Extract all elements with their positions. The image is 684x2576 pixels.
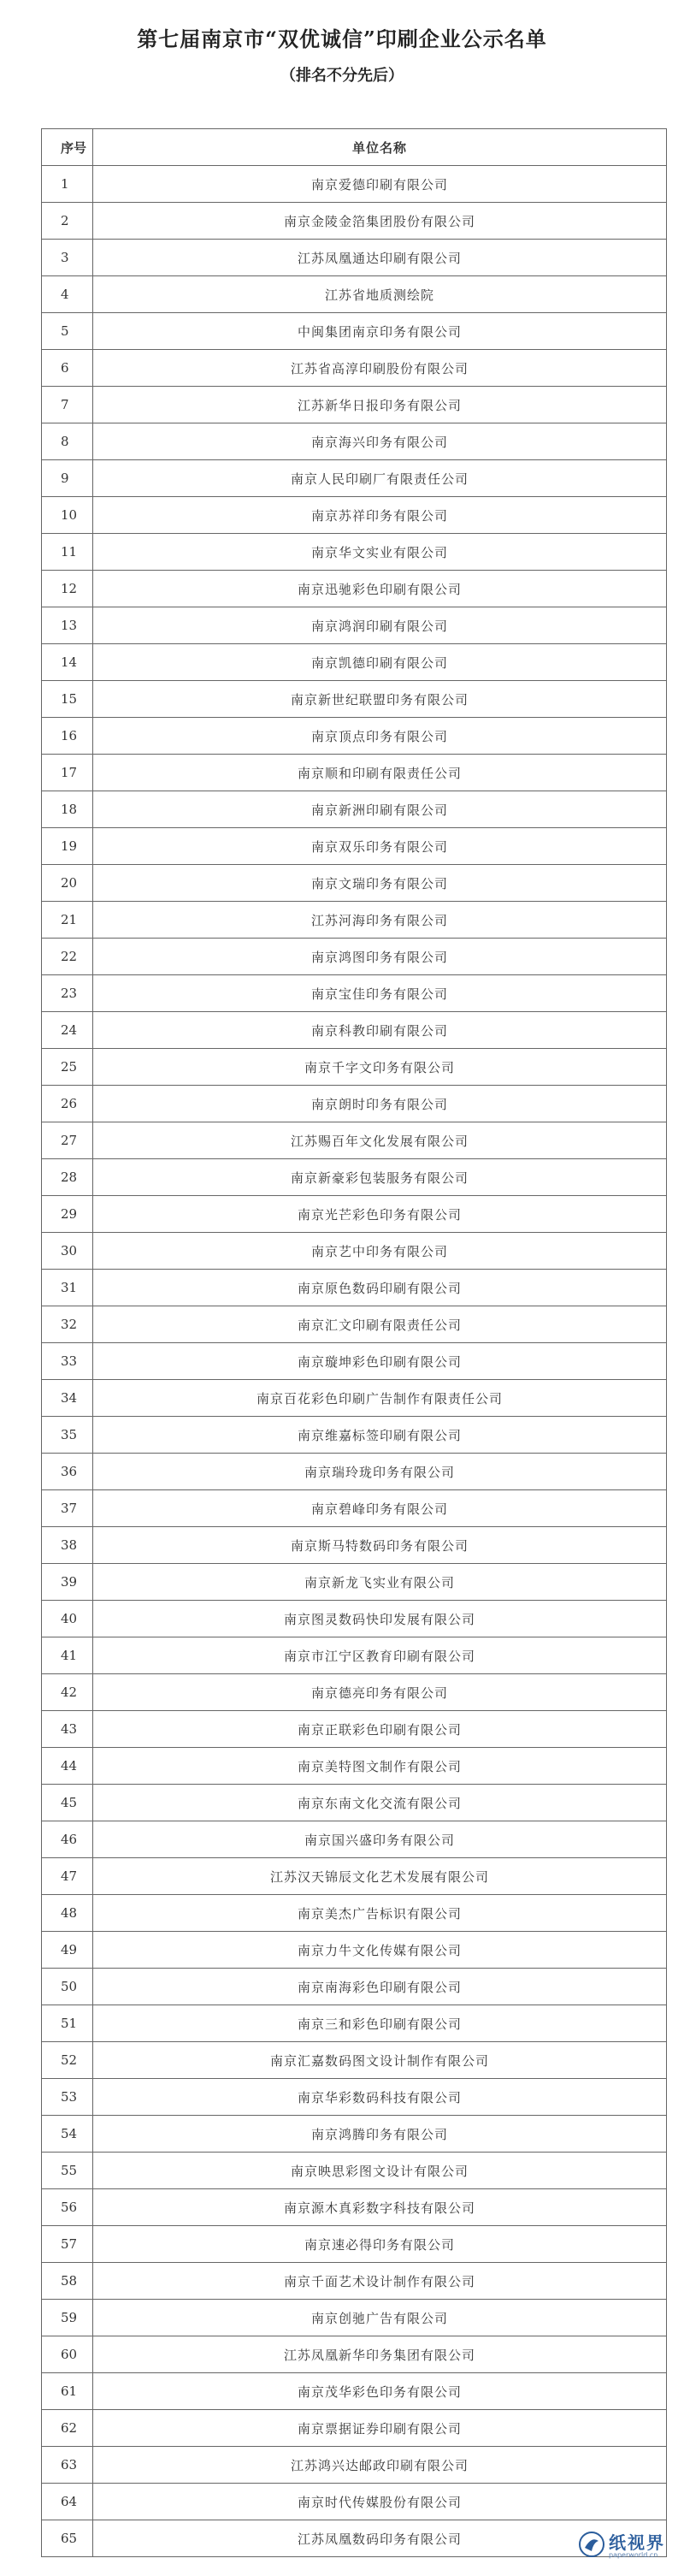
table-row (42, 1380, 667, 1417)
row-number: 58 (42, 2263, 93, 2300)
table-row (42, 2373, 667, 2410)
table-row (42, 2336, 667, 2373)
row-number: 17 (42, 755, 93, 791)
row-number: 36 (42, 1454, 93, 1490)
row-number: 23 (42, 975, 93, 1012)
company-name: 南京国兴盛印务有限公司 (93, 1821, 667, 1858)
table-row (42, 718, 667, 755)
watermark (576, 2526, 670, 2563)
column-header-company: 单位名称 (93, 129, 667, 166)
table-row (42, 313, 667, 350)
row-number: 10 (42, 497, 93, 534)
table-row (42, 975, 667, 1012)
row-number: 19 (42, 828, 93, 865)
table-row (42, 2520, 667, 2557)
table-row (42, 1527, 667, 1564)
company-name: 南京璇坤彩色印刷有限公司 (93, 1343, 667, 1380)
company-name: 南京朗时印务有限公司 (93, 1086, 667, 1122)
company-name: 南京市江宁区教育印刷有限公司 (93, 1637, 667, 1674)
company-name: 南京宝佳印务有限公司 (93, 975, 667, 1012)
table-row (42, 1674, 667, 1711)
company-name: 南京新世纪联盟印务有限公司 (93, 681, 667, 718)
row-number: 33 (42, 1343, 93, 1380)
table-row (42, 1601, 667, 1637)
table-row (42, 166, 667, 203)
row-number: 1 (42, 166, 93, 203)
company-name: 南京斯马特数码印务有限公司 (93, 1527, 667, 1564)
row-number: 53 (42, 2079, 93, 2116)
row-number: 44 (42, 1748, 93, 1785)
row-number: 56 (42, 2189, 93, 2226)
table-row (42, 1564, 667, 1601)
table-row (42, 1012, 667, 1049)
company-name: 南京图灵数码快印发展有限公司 (93, 1601, 667, 1637)
watermark-url: paperworld.cn (609, 2551, 658, 2559)
row-number: 57 (42, 2226, 93, 2263)
company-name: 南京源木真彩数字科技有限公司 (93, 2189, 667, 2226)
table-row (42, 1969, 667, 2005)
company-name: 南京创驰广告有限公司 (93, 2300, 667, 2336)
table-row (42, 1343, 667, 1380)
row-number: 51 (42, 2005, 93, 2042)
company-name: 江苏河海印务有限公司 (93, 902, 667, 939)
company-name: 南京光芒彩色印务有限公司 (93, 1196, 667, 1233)
table-row (42, 2079, 667, 2116)
company-name: 南京华彩数码科技有限公司 (93, 2079, 667, 2116)
company-name: 南京原色数码印刷有限公司 (93, 1270, 667, 1306)
table-row (42, 1711, 667, 1748)
company-name: 南京顺和印刷有限责任公司 (93, 755, 667, 791)
company-name: 南京映思彩图文设计有限公司 (93, 2153, 667, 2189)
table-row (42, 1490, 667, 1527)
company-name: 南京正联彩色印刷有限公司 (93, 1711, 667, 1748)
table-row (42, 1858, 667, 1895)
company-name: 江苏鸿兴达邮政印刷有限公司 (93, 2447, 667, 2484)
company-name: 南京汇嘉数码图文设计制作有限公司 (93, 2042, 667, 2079)
row-number: 12 (42, 571, 93, 607)
row-number: 41 (42, 1637, 93, 1674)
row-number: 32 (42, 1306, 93, 1343)
table-row (42, 240, 667, 276)
table-row (42, 1049, 667, 1086)
company-table (41, 128, 667, 2557)
company-name: 南京鸿润印刷有限公司 (93, 607, 667, 644)
table-row (42, 1932, 667, 1969)
company-name: 南京文瑞印务有限公司 (93, 865, 667, 902)
table-row (42, 571, 667, 607)
table-row (42, 2447, 667, 2484)
company-name: 南京千字文印务有限公司 (93, 1049, 667, 1086)
table-row (42, 1785, 667, 1821)
table-row (42, 681, 667, 718)
row-number: 62 (42, 2410, 93, 2447)
company-name: 南京苏祥印务有限公司 (93, 497, 667, 534)
table-row (42, 2005, 667, 2042)
row-number: 26 (42, 1086, 93, 1122)
row-number: 11 (42, 534, 93, 571)
row-number: 8 (42, 423, 93, 460)
table-row (42, 2226, 667, 2263)
table-row (42, 1637, 667, 1674)
company-name: 南京维嘉标签印刷有限公司 (93, 1417, 667, 1454)
column-header-number: 序号 (42, 129, 93, 166)
company-name: 南京凯德印刷有限公司 (93, 644, 667, 681)
company-name: 南京华文实业有限公司 (93, 534, 667, 571)
table-row (42, 1748, 667, 1785)
company-name: 南京茂华彩色印务有限公司 (93, 2373, 667, 2410)
company-name: 南京新龙飞实业有限公司 (93, 1564, 667, 1601)
company-name: 南京新豪彩包装服务有限公司 (93, 1159, 667, 1196)
page-title: 第七届南京市“双优诚信”印刷企业公示名单 (137, 27, 547, 51)
table-row (42, 2189, 667, 2226)
row-number: 27 (42, 1122, 93, 1159)
table-row (42, 755, 667, 791)
company-name: 南京三和彩色印刷有限公司 (93, 2005, 667, 2042)
table-row (42, 2042, 667, 2079)
company-name: 中闽集团南京印务有限公司 (93, 313, 667, 350)
company-name: 南京金陵金箔集团股份有限公司 (93, 203, 667, 240)
row-number: 2 (42, 203, 93, 240)
row-number: 48 (42, 1895, 93, 1932)
company-name: 江苏凤凰通达印刷有限公司 (93, 240, 667, 276)
company-name: 南京迅驰彩色印刷有限公司 (93, 571, 667, 607)
table-row (42, 1821, 667, 1858)
table-row (42, 2116, 667, 2153)
company-name: 江苏赐百年文化发展有限公司 (93, 1122, 667, 1159)
row-number: 43 (42, 1711, 93, 1748)
company-name: 南京美杰广告标识有限公司 (93, 1895, 667, 1932)
table-row (42, 203, 667, 240)
row-number: 50 (42, 1969, 93, 2005)
company-name: 南京鸿图印务有限公司 (93, 939, 667, 975)
company-name: 南京南海彩色印刷有限公司 (93, 1969, 667, 2005)
table-row (42, 791, 667, 828)
company-name: 南京汇文印刷有限责任公司 (93, 1306, 667, 1343)
table-row (42, 1196, 667, 1233)
company-name: 南京顶点印务有限公司 (93, 718, 667, 755)
row-number: 7 (42, 387, 93, 423)
table-row (42, 1306, 667, 1343)
table-row (42, 865, 667, 902)
row-number: 59 (42, 2300, 93, 2336)
table-row (42, 1270, 667, 1306)
row-number: 24 (42, 1012, 93, 1049)
table-row (42, 2263, 667, 2300)
row-number: 60 (42, 2336, 93, 2373)
row-number: 37 (42, 1490, 93, 1527)
row-number: 25 (42, 1049, 93, 1086)
company-name: 南京爱德印刷有限公司 (93, 166, 667, 203)
row-number: 38 (42, 1527, 93, 1564)
row-number: 3 (42, 240, 93, 276)
row-number: 35 (42, 1417, 93, 1454)
company-name: 江苏省地质测绘院 (93, 276, 667, 313)
table-row (42, 902, 667, 939)
row-number: 21 (42, 902, 93, 939)
company-name: 南京新洲印刷有限公司 (93, 791, 667, 828)
table-row (42, 644, 667, 681)
table-row (42, 387, 667, 423)
row-number: 42 (42, 1674, 93, 1711)
row-number: 15 (42, 681, 93, 718)
paperworld-logo-icon (578, 2531, 605, 2558)
company-name: 江苏凤凰数码印务有限公司 (93, 2520, 667, 2557)
row-number: 29 (42, 1196, 93, 1233)
table-row (42, 497, 667, 534)
row-number: 39 (42, 1564, 93, 1601)
row-number: 4 (42, 276, 93, 313)
table-row (42, 350, 667, 387)
row-number: 55 (42, 2153, 93, 2189)
company-name: 南京碧峰印务有限公司 (93, 1490, 667, 1527)
company-name: 南京双乐印务有限公司 (93, 828, 667, 865)
row-number: 64 (42, 2484, 93, 2520)
row-number: 46 (42, 1821, 93, 1858)
company-name: 南京鸿腾印务有限公司 (93, 2116, 667, 2153)
company-name: 江苏汉天锦辰文化艺术发展有限公司 (93, 1858, 667, 1895)
table-row (42, 828, 667, 865)
page-subtitle: （排名不分先后） (280, 67, 404, 85)
company-name: 南京瑞玲珑印务有限公司 (93, 1454, 667, 1490)
row-number: 61 (42, 2373, 93, 2410)
row-number: 54 (42, 2116, 93, 2153)
table-header-row (42, 129, 667, 166)
row-number: 14 (42, 644, 93, 681)
table-row (42, 1233, 667, 1270)
row-number: 45 (42, 1785, 93, 1821)
table-body (42, 166, 667, 2557)
company-name: 南京科教印刷有限公司 (93, 1012, 667, 1049)
table-row (42, 2484, 667, 2520)
table-row (42, 276, 667, 313)
row-number: 47 (42, 1858, 93, 1895)
table-row (42, 1122, 667, 1159)
table-row (42, 607, 667, 644)
table-row (42, 1454, 667, 1490)
company-name: 南京时代传媒股份有限公司 (93, 2484, 667, 2520)
company-name: 江苏凤凰新华印务集团有限公司 (93, 2336, 667, 2373)
row-number: 49 (42, 1932, 93, 1969)
table-row (42, 534, 667, 571)
company-name: 南京票据证券印刷有限公司 (93, 2410, 667, 2447)
row-number: 18 (42, 791, 93, 828)
company-name: 南京百花彩色印刷广告制作有限责任公司 (93, 1380, 667, 1417)
row-number: 52 (42, 2042, 93, 2079)
row-number: 31 (42, 1270, 93, 1306)
company-name: 南京德亮印务有限公司 (93, 1674, 667, 1711)
table-row (42, 460, 667, 497)
row-number: 13 (42, 607, 93, 644)
row-number: 20 (42, 865, 93, 902)
company-name: 南京人民印刷厂有限责任公司 (93, 460, 667, 497)
table-row (42, 1086, 667, 1122)
row-number: 28 (42, 1159, 93, 1196)
row-number: 63 (42, 2447, 93, 2484)
row-number: 16 (42, 718, 93, 755)
table-row (42, 1159, 667, 1196)
table-row (42, 2410, 667, 2447)
company-name: 南京东南文化交流有限公司 (93, 1785, 667, 1821)
row-number: 5 (42, 313, 93, 350)
row-number: 65 (42, 2520, 93, 2557)
row-number: 9 (42, 460, 93, 497)
table-row (42, 2300, 667, 2336)
row-number: 22 (42, 939, 93, 975)
company-name: 南京美特图文制作有限公司 (93, 1748, 667, 1785)
table-row (42, 423, 667, 460)
company-name: 南京千面艺术设计制作有限公司 (93, 2263, 667, 2300)
table-row (42, 2153, 667, 2189)
watermark-brand: 纸视界 (609, 2532, 665, 2553)
company-name: 南京力牛文化传媒有限公司 (93, 1932, 667, 1969)
table-row (42, 1417, 667, 1454)
row-number: 6 (42, 350, 93, 387)
company-name: 江苏新华日报印务有限公司 (93, 387, 667, 423)
company-name: 江苏省高淳印刷股份有限公司 (93, 350, 667, 387)
company-name: 南京海兴印务有限公司 (93, 423, 667, 460)
row-number: 34 (42, 1380, 93, 1417)
row-number: 40 (42, 1601, 93, 1637)
company-name: 南京艺中印务有限公司 (93, 1233, 667, 1270)
table-row (42, 939, 667, 975)
row-number: 30 (42, 1233, 93, 1270)
company-name: 南京速必得印务有限公司 (93, 2226, 667, 2263)
table-row (42, 1895, 667, 1932)
